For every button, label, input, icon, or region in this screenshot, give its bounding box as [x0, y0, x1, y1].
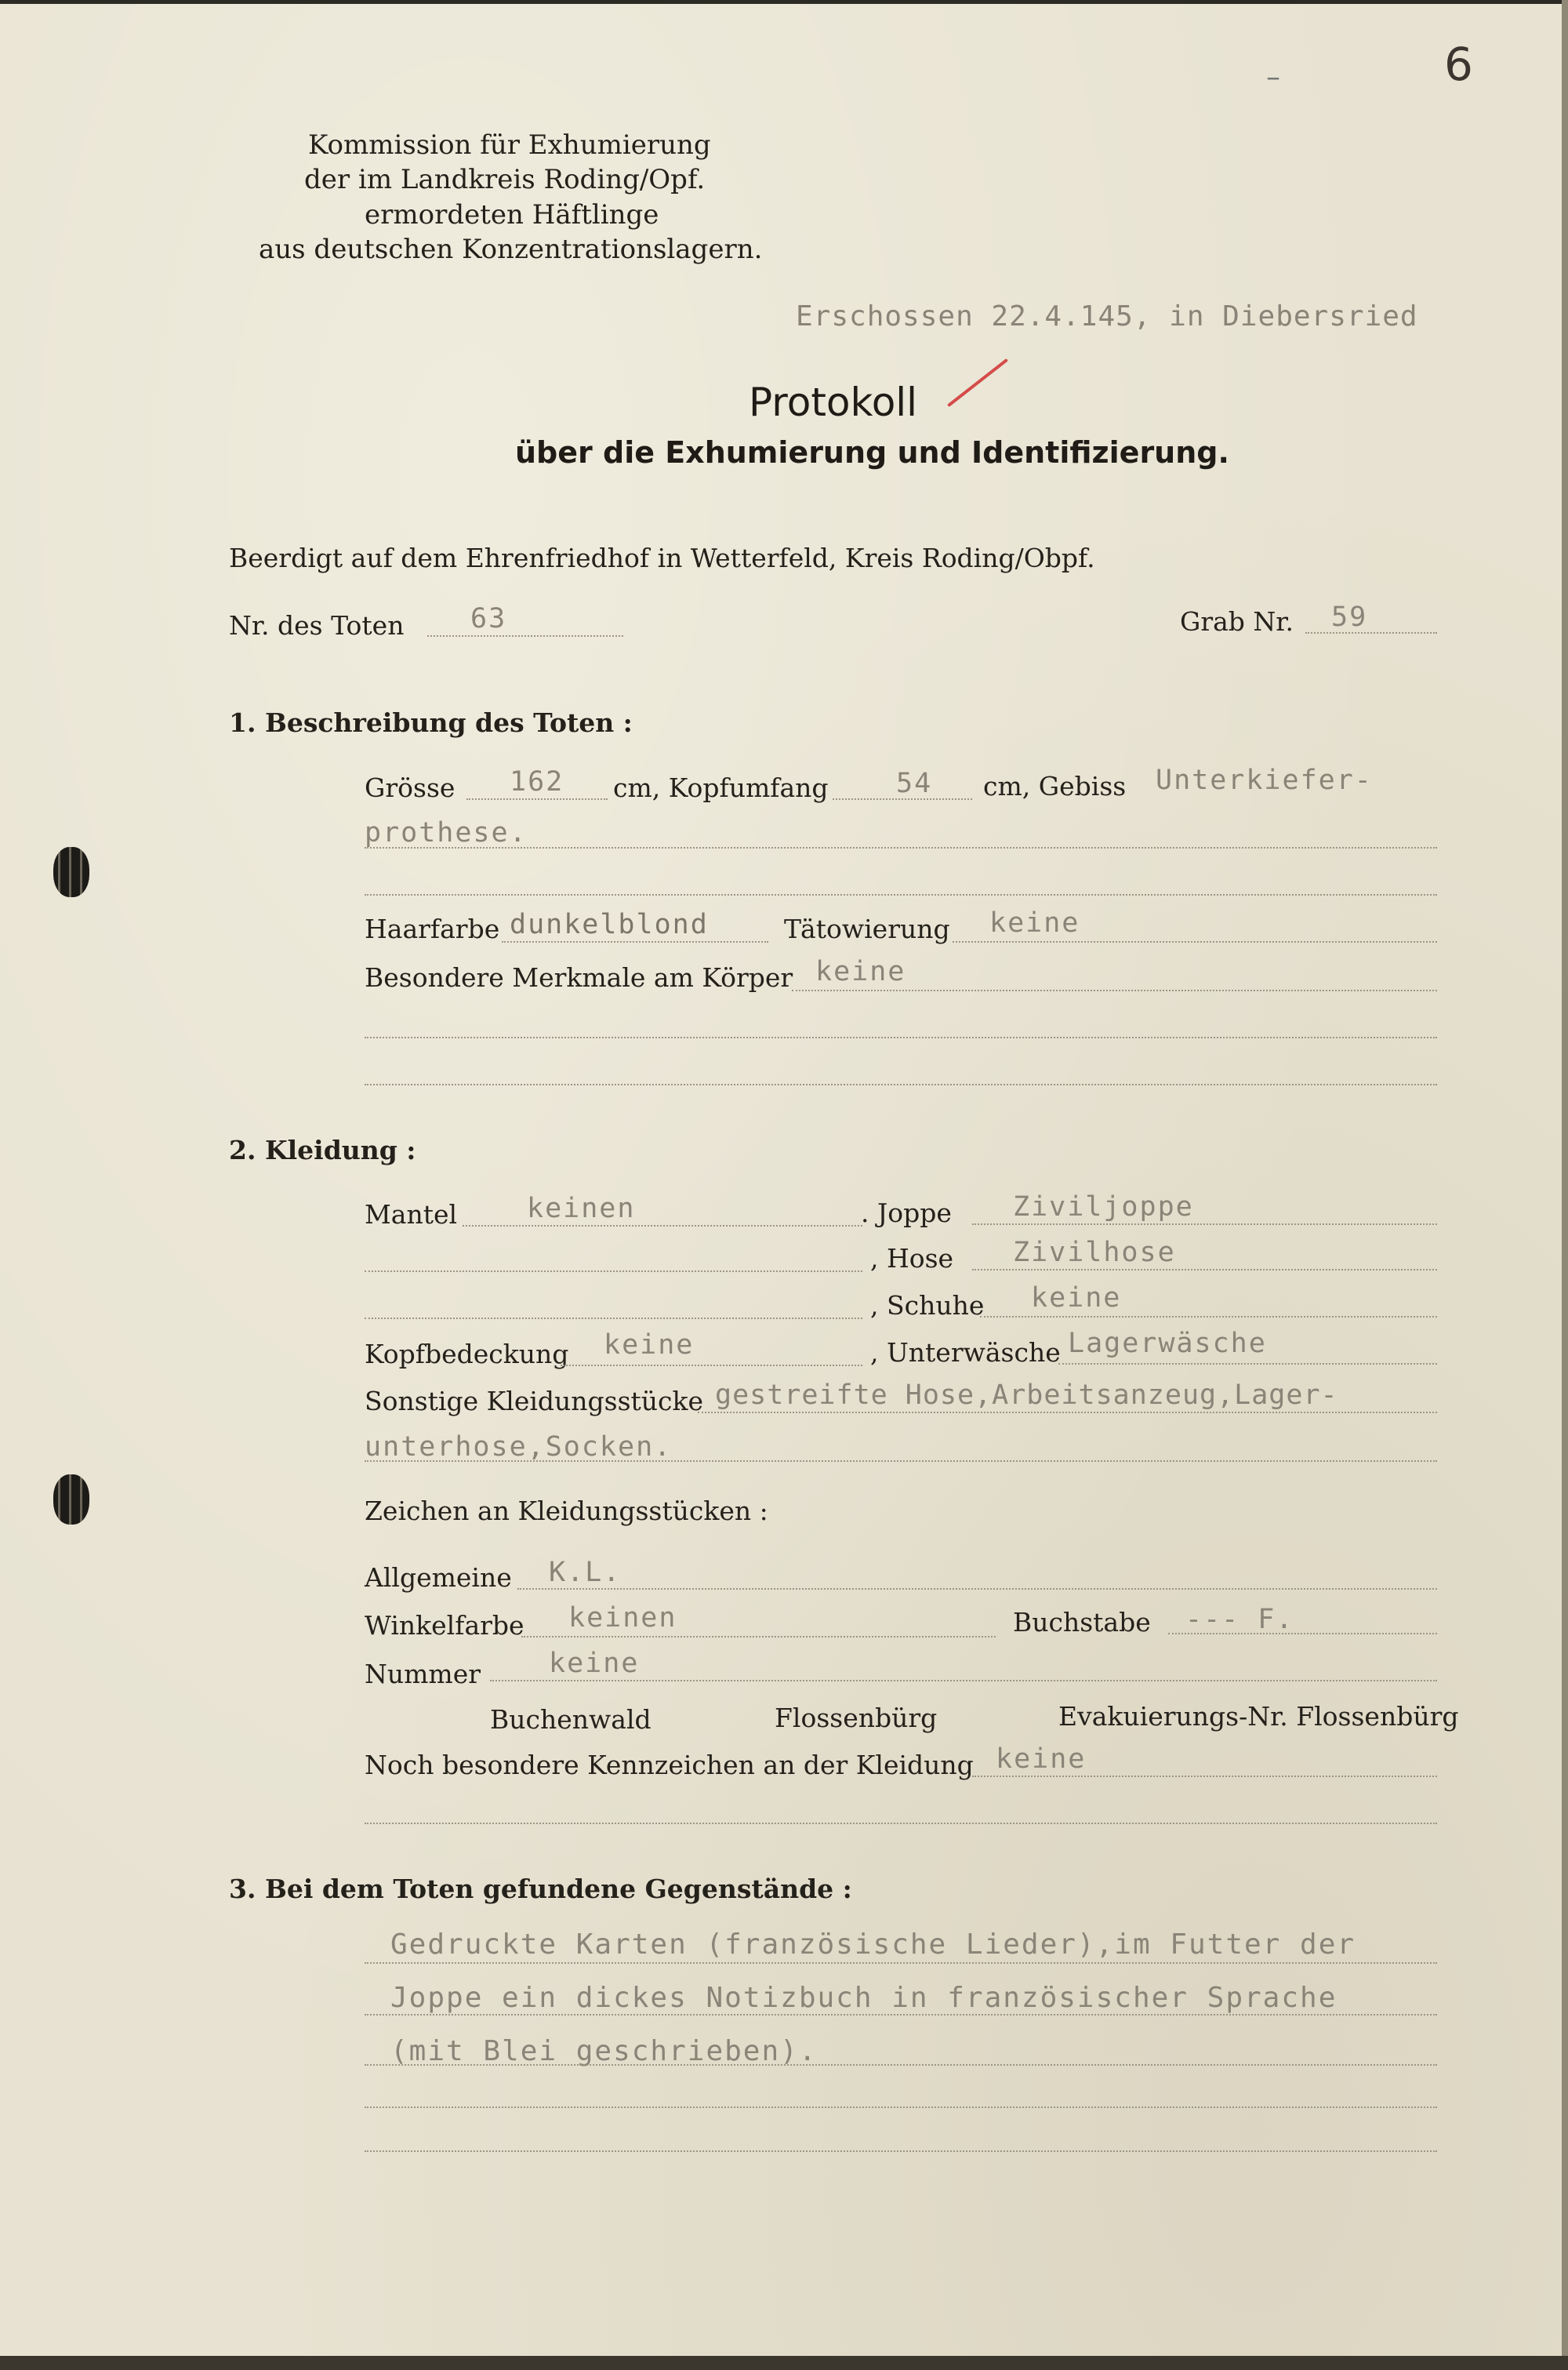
allgemeine-label: Allgemeine	[365, 1562, 512, 1593]
buchstabe-label: Buchstabe	[1013, 1607, 1151, 1638]
found-items-rule-2	[365, 2014, 1437, 2016]
scan-bottom-edge	[0, 2356, 1568, 2370]
joppe-line	[972, 1223, 1437, 1225]
dead-number-line	[427, 635, 623, 637]
sonstige-value-1: gestreifte Hose,Arbeitsanzeug,Lager-	[715, 1379, 1338, 1411]
grave-number-value: 59	[1331, 602, 1368, 633]
flossenbuerg-label: Flossenbürg	[775, 1703, 938, 1733]
burial-location: Beerdigt auf dem Ehrenfriedhof in Wetterfeld, Kreis Roding/Obpf.	[229, 543, 1095, 573]
found-items-rule-3	[365, 2064, 1437, 2066]
buchstabe-value: --- F.	[1185, 1604, 1294, 1635]
winkelfarbe-label: Winkelfarbe	[365, 1610, 524, 1641]
gebiss-line-3	[365, 894, 1437, 896]
winkelfarbe-line	[521, 1636, 996, 1638]
section-1-heading: 1. Beschreibung des Toten :	[229, 707, 633, 738]
page-number: 6	[1444, 38, 1473, 91]
hose-left-line	[365, 1270, 862, 1272]
merkmale-line-2	[365, 1037, 1437, 1038]
taetowierung-value: keine	[989, 907, 1080, 939]
commission-line-3: ermordeten Häftlinge	[365, 199, 659, 231]
gebiss-value-2: prothese.	[365, 817, 528, 849]
found-items-rule-5	[365, 2150, 1437, 2152]
merkmale-label: Besondere Merkmale am Körper	[365, 962, 793, 993]
sonstige-line	[698, 1412, 1437, 1413]
haarfarbe-value: dunkelblond	[510, 909, 709, 940]
nummer-line	[490, 1680, 1437, 1681]
page-subtitle: über die Exhumierung und Identifizierung.	[515, 435, 1229, 470]
unterwaesche-value: Lagerwäsche	[1068, 1328, 1267, 1359]
noch-kennzeichen-value: keine	[996, 1743, 1087, 1775]
punch-hole-icon	[53, 847, 89, 897]
punch-hole-icon	[53, 1474, 89, 1525]
allgemeine-value: K.L.	[549, 1557, 622, 1588]
schuhe-line	[980, 1316, 1437, 1318]
hose-value: Zivilhose	[1013, 1237, 1176, 1268]
sonstige-line-2	[365, 1460, 1437, 1462]
annotation-shot-note: Erschossen 22.4.145, in Diebersried	[796, 300, 1418, 333]
dead-number-label: Nr. des Toten	[229, 610, 405, 641]
noch-kennzeichen-line-2	[365, 1823, 1437, 1824]
mantel-value: keinen	[527, 1193, 636, 1224]
mantel-label: Mantel	[365, 1199, 458, 1230]
gebiss-line-2	[365, 847, 1437, 849]
found-items-line-1: Gedruckte Karten (französische Lieder),im Futter der	[390, 1928, 1356, 1961]
evakuierungs-label: Evakuierungs-Nr. Flossenbürg	[1058, 1701, 1459, 1732]
taetowierung-line	[953, 941, 1437, 943]
hose-label: , Hose	[870, 1243, 954, 1274]
schuhe-label: , Schuhe	[870, 1290, 985, 1321]
page-title: Protokoll	[749, 380, 918, 425]
merkmale-line-3	[365, 1084, 1437, 1085]
kopfbedeckung-line	[561, 1365, 862, 1366]
found-items-rule-1	[365, 1962, 1437, 1964]
grave-number-line	[1305, 632, 1437, 634]
groesse-line	[466, 798, 608, 800]
joppe-value: Ziviljoppe	[1013, 1191, 1194, 1223]
gebiss-value-1: Unterkiefer-	[1156, 765, 1373, 796]
commission-line-1: Kommission für Exhumierung	[308, 129, 711, 161]
scan-right-edge	[1562, 0, 1568, 2370]
commission-line-2: der im Landkreis Roding/Opf.	[304, 164, 706, 195]
groesse-value: 162	[510, 766, 564, 798]
schuhe-left-line	[365, 1318, 862, 1319]
nummer-label: Nummer	[365, 1659, 481, 1689]
haarfarbe-line	[502, 941, 768, 943]
zeichen-label: Zeichen an Kleidungsstücken :	[365, 1496, 768, 1526]
unterwaesche-label: , Unterwäsche	[870, 1337, 1061, 1368]
sonstige-value-2: unterhose,Socken.	[365, 1431, 673, 1463]
nummer-value: keine	[549, 1648, 640, 1679]
hose-line	[972, 1269, 1437, 1270]
merkmale-value: keine	[815, 956, 906, 987]
unterwaesche-line	[1058, 1363, 1437, 1365]
sonstige-label: Sonstige Kleidungsstücke	[365, 1386, 704, 1416]
groesse-label: Grösse	[365, 772, 456, 803]
noch-kennzeichen-label: Noch besondere Kennzeichen an der Kleidung	[365, 1750, 974, 1780]
kopfbedeckung-value: keine	[604, 1329, 695, 1361]
allgemeine-line	[517, 1588, 1437, 1590]
winkelfarbe-value: keinen	[568, 1602, 677, 1634]
mantel-line	[463, 1225, 862, 1227]
found-items-rule-4	[365, 2106, 1437, 2108]
buchenwald-label: Buchenwald	[490, 1704, 652, 1735]
stray-mark: –	[1266, 61, 1280, 93]
scan-top-edge	[0, 0, 1568, 4]
section-3-heading: 3. Bei dem Toten gefundene Gegenstände :	[229, 1874, 852, 1904]
dead-number-value: 63	[470, 603, 507, 634]
section-2-heading: 2. Kleidung :	[229, 1135, 416, 1165]
grave-number-label: Grab Nr.	[1180, 606, 1294, 637]
haarfarbe-label: Haarfarbe	[365, 914, 500, 944]
merkmale-line	[792, 990, 1437, 991]
commission-line-4: aus deutschen Konzentrationslagern.	[259, 234, 763, 265]
found-items-line-2: Joppe ein dickes Notizbuch in französischer Sprache	[390, 1982, 1338, 2014]
schuhe-value: keine	[1031, 1282, 1122, 1314]
kopfumfang-label: cm, Kopfumfang	[613, 772, 829, 803]
taetowierung-label: Tätowierung	[784, 914, 950, 944]
joppe-label: . Joppe	[861, 1198, 952, 1228]
gebiss-label: cm, Gebiss	[983, 771, 1127, 802]
kopfumfang-value: 54	[896, 768, 933, 799]
kopfbedeckung-label: Kopfbedeckung	[365, 1339, 569, 1369]
noch-kennzeichen-line	[972, 1776, 1437, 1777]
found-items-line-3: (mit Blei geschrieben).	[390, 2035, 818, 2067]
